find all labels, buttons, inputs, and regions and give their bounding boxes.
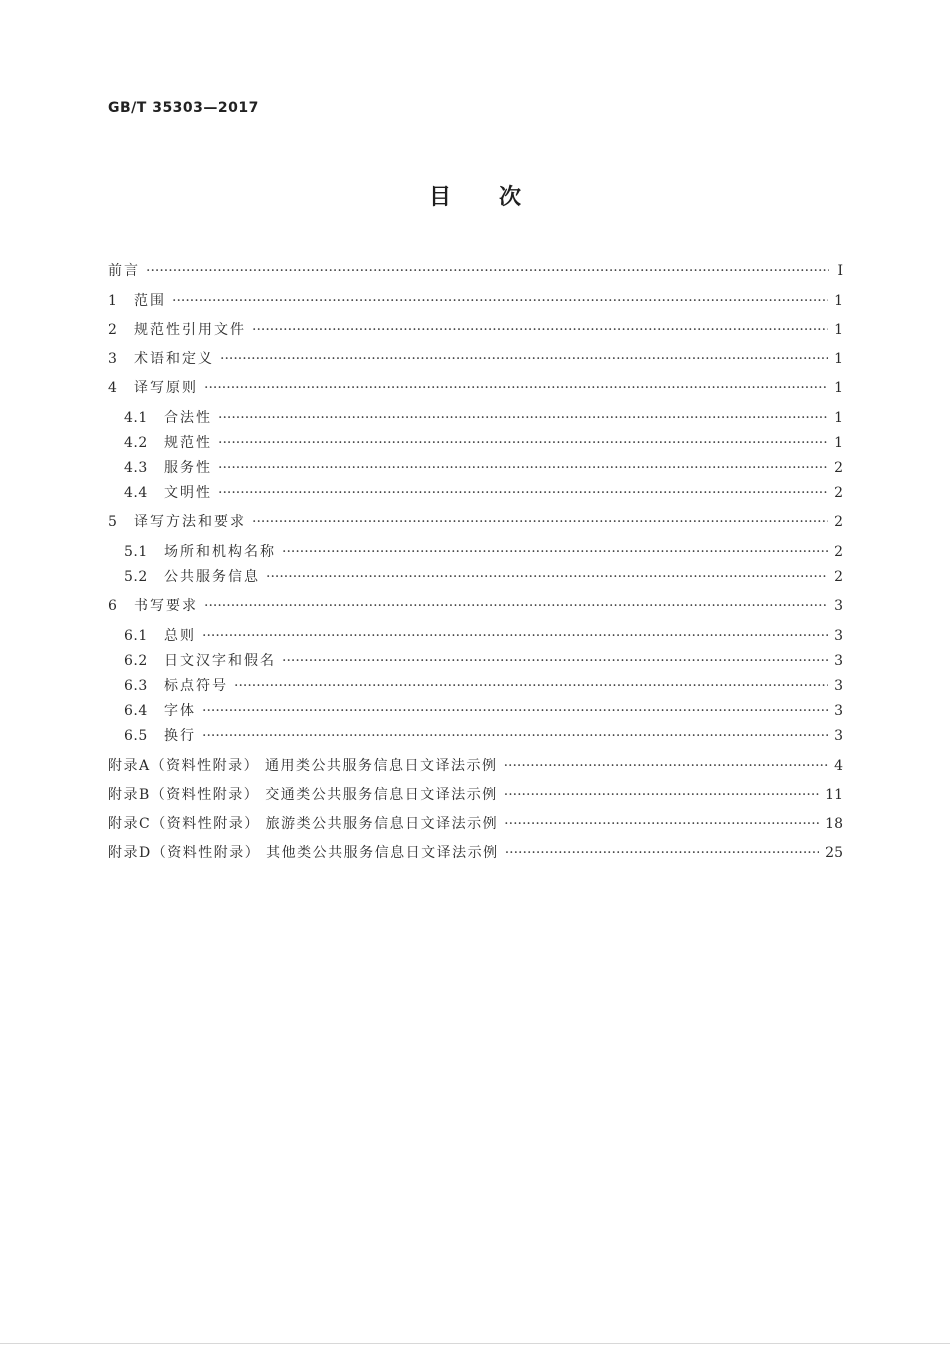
- dot-leader: [202, 700, 828, 722]
- toc-entry[interactable]: [108, 784, 843, 806]
- toc-entry-page: 3: [834, 653, 843, 669]
- toc-entry-label: 字体: [164, 703, 196, 719]
- toc-entry[interactable]: [108, 432, 843, 454]
- toc-entry[interactable]: [108, 511, 843, 533]
- toc-entry-page: 18: [825, 816, 843, 832]
- toc-entry-label: 术语和定义: [134, 351, 214, 367]
- toc-entry-label: 合法性: [164, 410, 212, 426]
- toc-entry-page: 11: [825, 787, 843, 803]
- toc-entry[interactable]: [108, 260, 843, 282]
- toc-entry-number: 4: [108, 380, 118, 396]
- dot-leader: [505, 842, 819, 864]
- toc-entry[interactable]: [108, 407, 843, 429]
- toc-entry-page: 3: [834, 678, 843, 694]
- toc-entry-page: 2: [834, 485, 843, 501]
- toc-entry[interactable]: [108, 595, 843, 617]
- toc-entry[interactable]: [108, 725, 843, 747]
- dot-leader: [252, 511, 828, 533]
- toc-entry[interactable]: [108, 290, 843, 312]
- toc-entry-label: 译写原则: [134, 380, 198, 396]
- toc-entry[interactable]: [108, 566, 843, 588]
- standard-code: GB/T 35303—2017: [108, 100, 259, 116]
- toc-entry[interactable]: [108, 650, 843, 672]
- toc-entry-page: 1: [834, 410, 843, 426]
- toc-entry-page: Ⅰ: [837, 263, 843, 279]
- dot-leader: [282, 541, 828, 563]
- dot-leader: [204, 377, 828, 399]
- toc-entry-label: 日文汉字和假名: [164, 653, 276, 669]
- toc-entry-label: 规范性: [164, 435, 212, 451]
- dot-leader: [504, 755, 829, 777]
- dot-leader: [218, 457, 828, 479]
- dot-leader: [252, 319, 828, 341]
- toc-entry-page: 3: [834, 703, 843, 719]
- toc-entry-number: 6: [108, 598, 118, 614]
- toc-entry-number: 5.2: [124, 569, 148, 585]
- toc-entry-label: 附录B（资料性附录） 交通类公共服务信息日文译法示例: [108, 787, 498, 803]
- dot-leader: [282, 650, 828, 672]
- dot-leader: [218, 407, 828, 429]
- dot-leader: [234, 675, 828, 697]
- toc-entry-number: 1: [108, 293, 118, 309]
- toc-entry[interactable]: [108, 755, 843, 777]
- toc-entry[interactable]: [108, 482, 843, 504]
- toc-entry-label: 规范性引用文件: [134, 322, 246, 338]
- bottom-divider: [0, 1343, 950, 1344]
- toc-entry-label: 标点符号: [164, 678, 228, 694]
- toc-entry-page: 2: [834, 514, 843, 530]
- toc-entry[interactable]: [108, 319, 843, 341]
- toc-entry-number: 6.3: [124, 678, 148, 694]
- toc-entry-number: 4.1: [124, 410, 148, 426]
- toc-entry-label: 换行: [164, 728, 196, 744]
- toc-entry[interactable]: [108, 348, 843, 370]
- toc-entry-label: 服务性: [164, 460, 212, 476]
- toc-entry[interactable]: [108, 541, 843, 563]
- toc-entry-label: 书写要求: [134, 598, 198, 614]
- toc-entry-number: 4.3: [124, 460, 148, 476]
- toc-entry-page: 1: [834, 351, 843, 367]
- toc-entry-page: 25: [825, 845, 843, 861]
- toc-entry-label: 范围: [134, 293, 166, 309]
- page-title: 目次: [428, 185, 569, 210]
- toc-entry-label: 附录C（资料性附录） 旅游类公共服务信息日文译法示例: [108, 816, 499, 832]
- dot-leader: [202, 625, 828, 647]
- toc-entry-number: 2: [108, 322, 118, 338]
- dot-leader: [146, 260, 829, 282]
- toc-entry-page: 1: [834, 322, 843, 338]
- toc-entry-page: 3: [834, 628, 843, 644]
- toc-entry-label: 公共服务信息: [164, 569, 260, 585]
- toc-entry-page: 2: [834, 460, 843, 476]
- toc-entry-page: 2: [834, 569, 843, 585]
- toc-entry-page: 1: [834, 380, 843, 396]
- dot-leader: [220, 348, 828, 370]
- toc-entry-label: 前言: [108, 263, 140, 279]
- toc-entry-page: 3: [834, 598, 843, 614]
- toc-entry-label: 场所和机构名称: [164, 544, 276, 560]
- toc-entry-number: 6.4: [124, 703, 148, 719]
- toc-entry[interactable]: [108, 625, 843, 647]
- toc-entry-label: 附录A（资料性附录） 通用类公共服务信息日文译法示例: [108, 758, 498, 774]
- toc-entry[interactable]: [108, 813, 843, 835]
- dot-leader: [202, 725, 828, 747]
- toc-entry-page: 4: [834, 758, 843, 774]
- toc-entry-number: 4.4: [124, 485, 148, 501]
- toc-entry-number: 5.1: [124, 544, 148, 560]
- toc-entry-label: 总则: [164, 628, 196, 644]
- toc-entry-number: 6.1: [124, 628, 148, 644]
- dot-leader: [218, 432, 828, 454]
- toc-entry[interactable]: [108, 457, 843, 479]
- toc-entry[interactable]: [108, 377, 843, 399]
- toc-entry-label: 文明性: [164, 485, 212, 501]
- toc-entry-number: 5: [108, 514, 118, 530]
- toc-entry-number: 3: [108, 351, 118, 367]
- dot-leader: [204, 595, 828, 617]
- toc-entry[interactable]: [108, 675, 843, 697]
- toc-entry-label: 译写方法和要求: [134, 514, 246, 530]
- toc-entry-number: 4.2: [124, 435, 148, 451]
- dot-leader: [218, 482, 828, 504]
- toc-entry-number: 6.5: [124, 728, 148, 744]
- toc-entry-page: 3: [834, 728, 843, 744]
- toc-entry-page: 1: [834, 435, 843, 451]
- dot-leader: [504, 784, 819, 806]
- toc-entry-label: 附录D（资料性附录） 其他类公共服务信息日文译法示例: [108, 845, 499, 861]
- dot-leader: [266, 566, 828, 588]
- toc-entry-page: 2: [834, 544, 843, 560]
- toc-entry[interactable]: [108, 842, 843, 864]
- dot-leader: [172, 290, 828, 312]
- toc-entry[interactable]: [108, 700, 843, 722]
- dot-leader: [504, 813, 819, 835]
- toc-entry-number: 6.2: [124, 653, 148, 669]
- toc-entry-page: 1: [834, 293, 843, 309]
